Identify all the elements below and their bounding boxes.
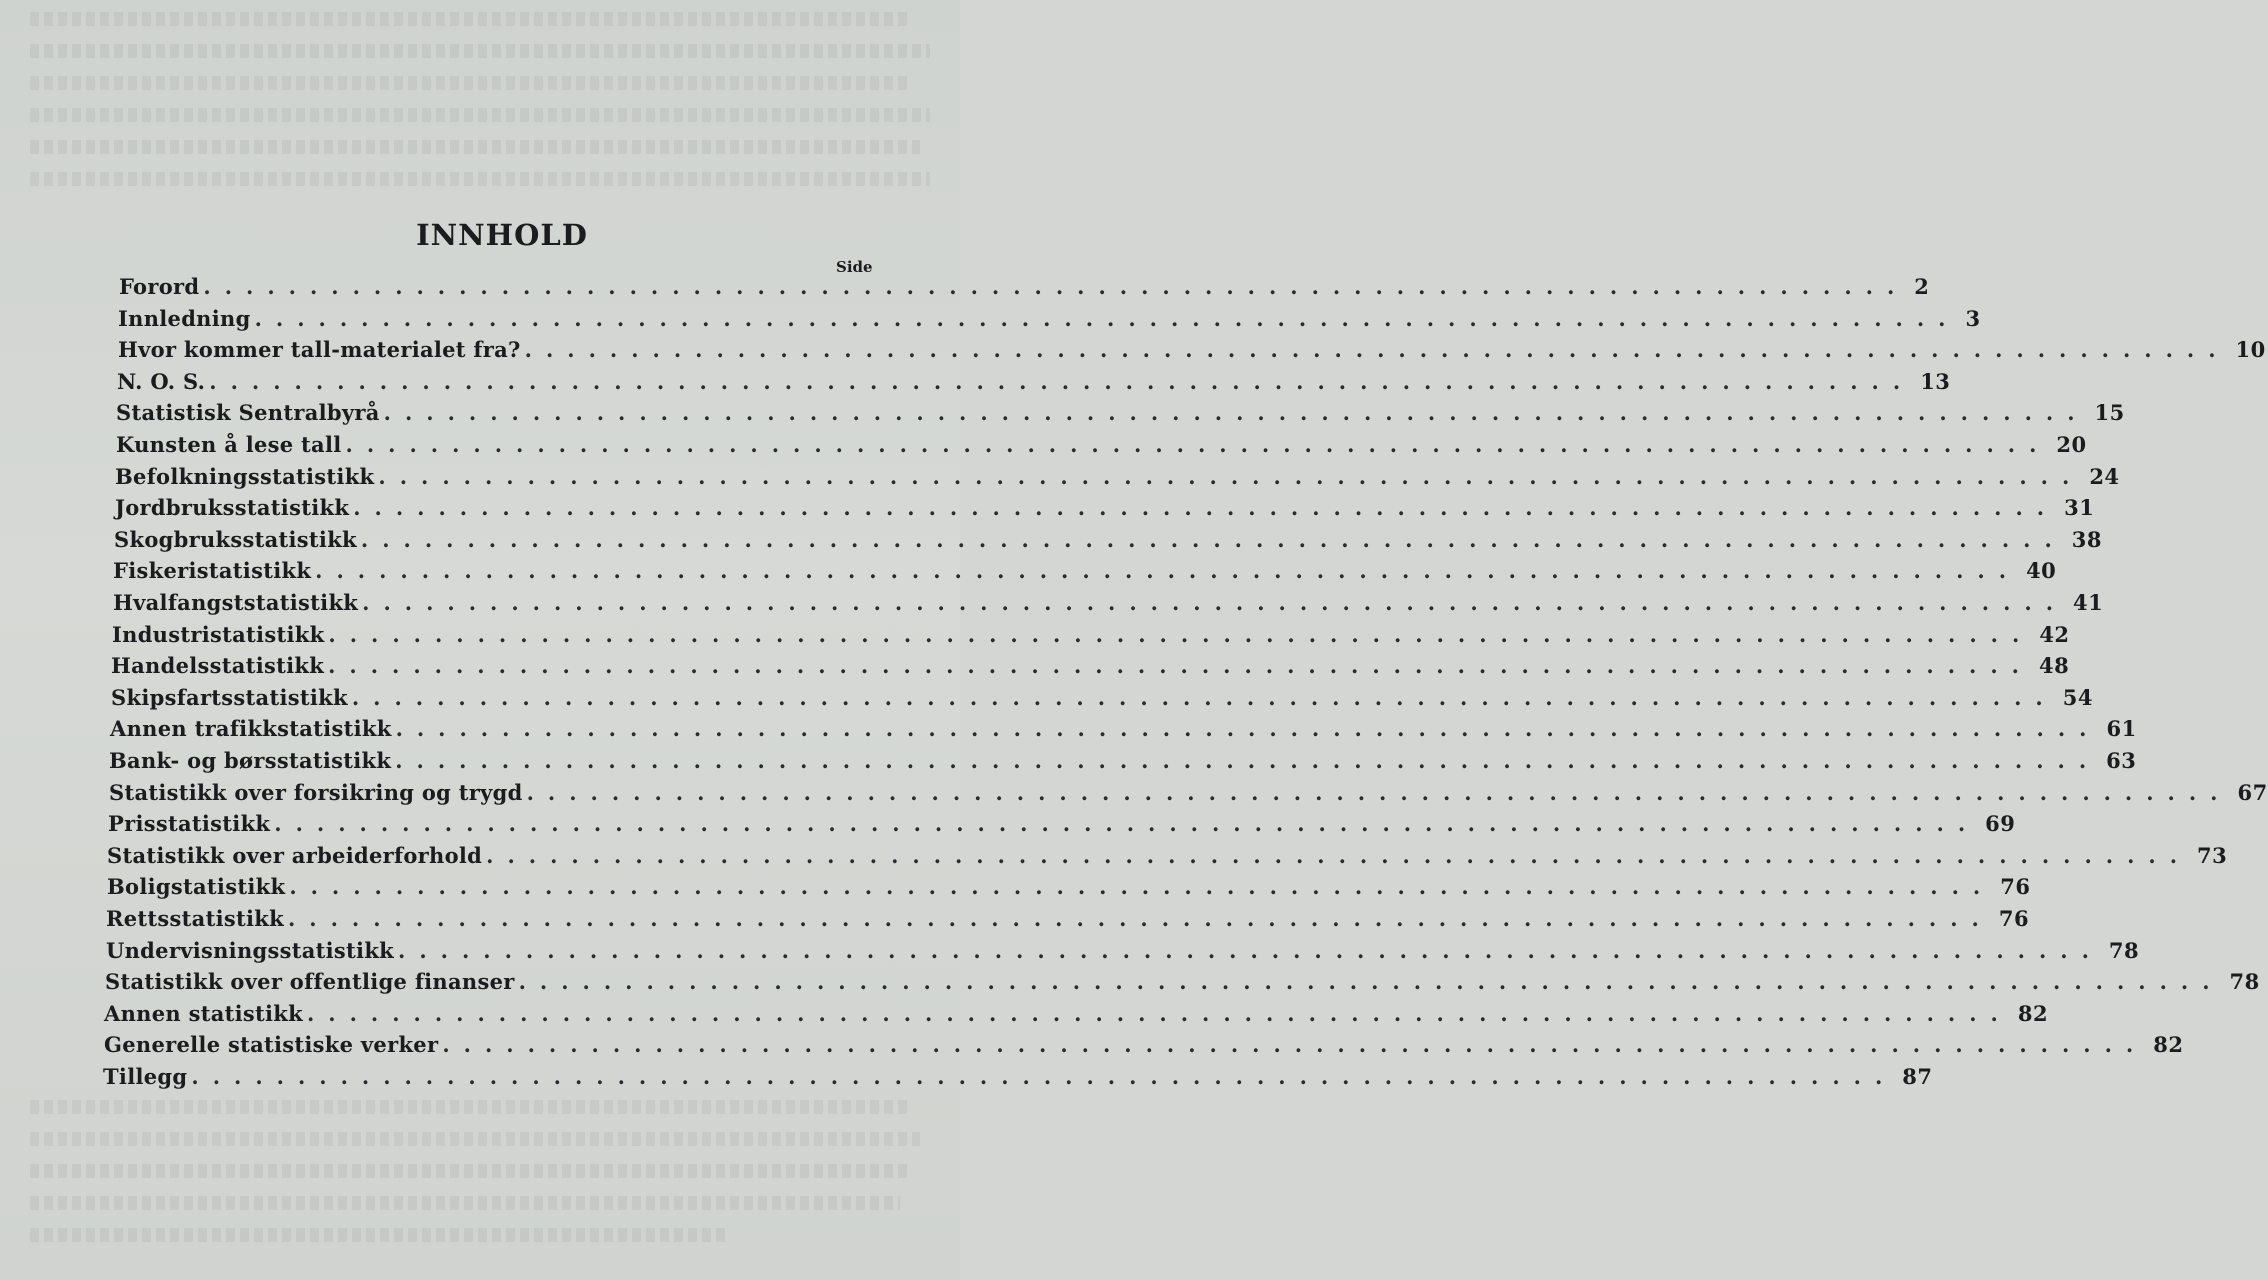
toc-entry-page-number: 82 (2017, 1001, 2049, 1026)
toc-entry-page-number: 41 (2073, 590, 2104, 615)
toc-entry[interactable] (116, 393, 2125, 425)
toc-entry-title: Boligstatistikk (107, 874, 286, 899)
toc-entry[interactable] (109, 741, 2137, 773)
toc-entry-title: Innledning (118, 306, 251, 331)
page-column-label: Side (836, 258, 873, 276)
toc-entry-page-number: 48 (2038, 653, 2070, 678)
toc-entry-title: Bank- og børsstatistikk (109, 748, 392, 773)
dot-leader: ................................................................................ (287, 906, 1993, 931)
toc-entry[interactable] (117, 362, 1951, 394)
dot-leader: ................................................................................ (442, 1032, 2148, 1057)
dot-leader: ................................................................................ (191, 1064, 1897, 1089)
toc-entry[interactable] (104, 1025, 2184, 1057)
dot-leader: ................................................................................ (395, 748, 2101, 773)
toc-entry[interactable] (116, 425, 2087, 457)
toc-entry-page-number: 78 (2229, 969, 2260, 994)
toc-entry-page-number: 40 (2026, 558, 2057, 583)
toc-entry-title: Industristatistikk (112, 622, 325, 647)
toc-entry-title: Skogbruksstatistikk (114, 527, 357, 552)
toc-entry-title: Handelsstatistikk (111, 653, 325, 678)
toc-entry-page-number: 87 (1902, 1064, 1933, 1089)
toc-entry-title: Fiskeristatistikk (113, 558, 312, 583)
dot-leader: ................................................................................ (383, 400, 2089, 425)
toc-entry[interactable] (104, 994, 2049, 1026)
dot-leader: ................................................................................ (289, 874, 1995, 899)
toc-entry-title: Rettsstatistikk (106, 906, 284, 931)
page-title: INNHOLD (416, 218, 588, 252)
dot-leader: ................................................................................ (351, 685, 2057, 710)
toc-entry[interactable] (111, 678, 2093, 710)
toc-entry-title: Statistikk over offentlige finanser (105, 969, 515, 994)
dot-leader: ................................................................................ (378, 464, 2084, 489)
toc-entry[interactable] (113, 583, 2104, 615)
dot-leader: ................................................................................ (526, 780, 2232, 805)
dot-leader: ................................................................................ (353, 495, 2059, 520)
toc-entry-title: Hvor kommer tall-materialet fra? (118, 337, 521, 362)
dot-leader: ................................................................................ (274, 811, 1980, 836)
toc-entry-page-number: 76 (1998, 906, 2030, 931)
toc-entry-page-number: 54 (2062, 685, 2093, 710)
toc-entry-title: Kunsten å lese tall (116, 432, 342, 457)
toc-entry[interactable] (114, 520, 2103, 552)
dot-leader: ................................................................................ (315, 558, 2021, 583)
dot-leader: ................................................................................ (328, 653, 2033, 678)
toc-entry-page-number: 61 (2106, 716, 2137, 741)
toc-entry[interactable] (111, 646, 2070, 678)
toc-entry-page-number: 10 (2235, 337, 2266, 362)
toc-entry-title: Annen statistikk (104, 1001, 303, 1026)
toc-entry[interactable] (118, 330, 2266, 362)
toc-entry-title: Hvalfangststatistikk (113, 590, 359, 615)
toc-entry-title: Undervisningsstatistikk (106, 938, 395, 963)
toc-entry[interactable] (119, 267, 1930, 299)
dot-leader: ................................................................................ (209, 369, 1915, 394)
toc-entry[interactable] (105, 962, 2260, 994)
dot-leader: ................................................................................ (398, 938, 2103, 963)
toc-entry-page-number: 76 (2000, 874, 2031, 899)
toc-entry[interactable] (106, 931, 2140, 963)
dot-leader: ................................................................................ (524, 337, 2230, 362)
dot-leader: ................................................................................ (395, 716, 2101, 741)
dot-leader: ................................................................................ (345, 432, 2051, 457)
toc-entry-page-number: 31 (2064, 495, 2095, 520)
dot-leader: ................................................................................ (362, 590, 2068, 615)
toc-entry-page-number: 20 (2056, 432, 2087, 457)
toc-entry-title: Annen trafikkstatistikk (110, 716, 392, 741)
toc-entry-page-number: 24 (2089, 464, 2120, 489)
toc-entry[interactable] (103, 1057, 1933, 1089)
toc-entry[interactable] (107, 867, 2031, 899)
toc-entry-page-number: 2 (1914, 274, 1930, 299)
toc-entry-title: Statistikk over arbeiderforhold (107, 843, 483, 868)
toc-entry[interactable] (115, 488, 2095, 520)
toc-entry-page-number: 69 (1985, 811, 2016, 836)
toc-entry[interactable] (107, 836, 2228, 868)
dot-leader: ................................................................................ (306, 1001, 2012, 1026)
toc-entry-page-number: 78 (2108, 938, 2140, 963)
toc-entry-title: Statistisk Sentralbyrå (116, 400, 380, 425)
toc-entry[interactable] (115, 457, 2120, 489)
toc-entry-title: Jordbruksstatistikk (115, 495, 350, 520)
toc-entry[interactable] (113, 551, 2057, 583)
toc-entry-page-number: 42 (2039, 622, 2070, 647)
dot-leader: ................................................................................ (203, 274, 1909, 299)
toc-entry-title: Forord (119, 274, 200, 299)
toc-entry-page-number: 3 (1965, 306, 1981, 331)
toc-entry-page-number: 82 (2153, 1032, 2184, 1057)
toc-entry-title: Generelle statistiske verker (104, 1032, 439, 1057)
toc-entry-title: Statistikk over forsikring og trygd (109, 780, 523, 805)
toc-entry-page-number: 13 (1920, 369, 1951, 394)
toc-entry-title: Skipsfartsstatistikk (111, 685, 348, 710)
toc-entry[interactable] (110, 709, 2137, 741)
toc-entry-title: Tillegg (103, 1064, 188, 1089)
dot-leader: ................................................................................ (518, 969, 2224, 994)
toc-entry[interactable] (108, 804, 2016, 836)
toc-entry-title: Befolkningsstatistikk (115, 464, 375, 489)
toc-entry-page-number: 67 (2237, 780, 2268, 805)
toc-entry-page-number: 15 (2094, 400, 2125, 425)
toc-entry-title: N. O. S. (117, 369, 206, 394)
dot-leader: ................................................................................ (486, 843, 2192, 868)
toc-entry[interactable] (118, 299, 1981, 331)
toc-entry-page-number: 38 (2071, 527, 2103, 552)
toc-entry-page-number: 73 (2197, 843, 2228, 868)
dot-leader: ................................................................................ (360, 527, 2066, 552)
dot-leader: ................................................................................ (254, 306, 1960, 331)
dot-leader: ................................................................................ (328, 622, 2034, 647)
toc-entry-page-number: 63 (2106, 748, 2137, 773)
toc-entry[interactable] (112, 615, 2070, 647)
toc-entry[interactable] (106, 899, 2030, 931)
toc-entry[interactable] (109, 773, 2268, 805)
toc-entry-title: Prisstatistikk (108, 811, 271, 836)
